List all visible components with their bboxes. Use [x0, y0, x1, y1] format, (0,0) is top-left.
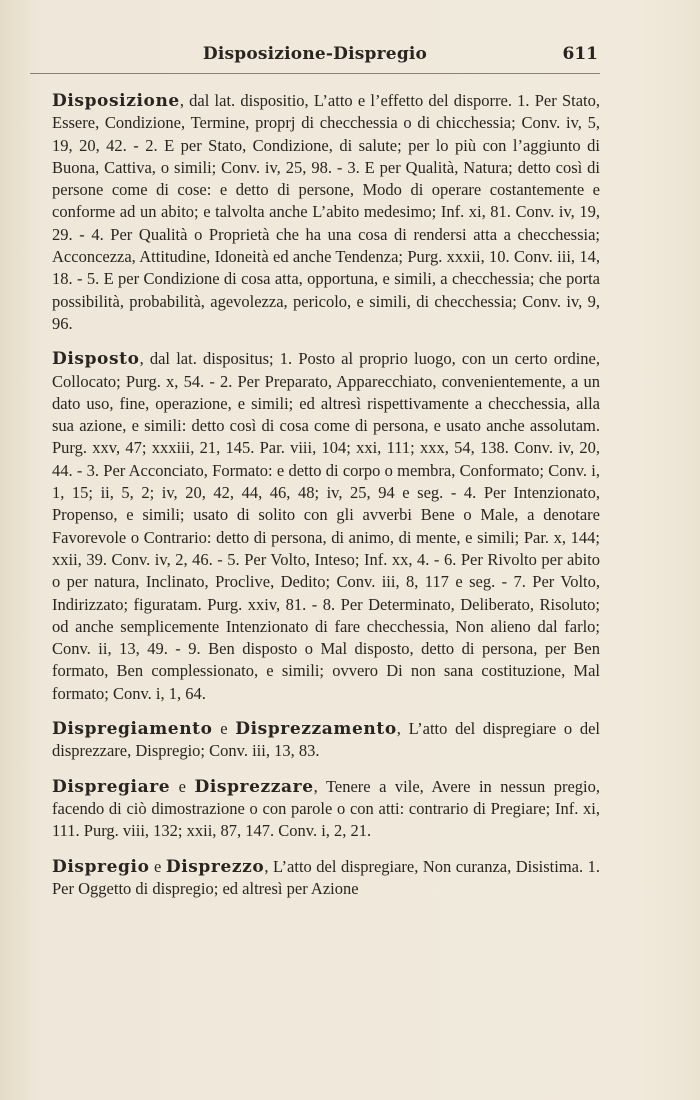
headword: Disposizione — [52, 91, 180, 111]
headword: Disprezzare — [194, 776, 314, 797]
headword-conjunction: e — [170, 776, 195, 796]
entry-text: , L’atto del dispregiare, Non curanza, Disistima. 1. Per Oggetto di dispregio; ed altresì per Azione — [52, 856, 600, 898]
entry-text: , Tenere a vile, Avere in nessun pregio, facendo di ciò dimostrazione o con parole o con atti: contrario di Pregiare; Inf. xi, 111. Purg. viii, 132; xxii, 87, 147. Conv. i, 2, 21. — [52, 776, 600, 841]
entry-dispregio — [52, 856, 600, 901]
headword-conjunction: e — [149, 856, 166, 876]
headword: Dispregio — [52, 856, 150, 877]
entry-dispregiare — [52, 776, 600, 843]
headword: Disprezzamento — [235, 719, 397, 740]
entry-disposizione — [52, 90, 600, 335]
page-number: 611 — [562, 44, 598, 64]
running-header — [30, 44, 600, 72]
headword: Disprezzo — [165, 856, 265, 877]
headword: Dispregiamento — [52, 719, 213, 740]
entry-text: , dal lat. dispositus; 1. Posto al proprio luogo, con un certo ordine, Collocato; Purg. x, 54. - 2. Per Preparato, Apparecchiato, convenientemente, a un dato uso, fine, operazione, e simili; ed altresì rispettivamente a checchessia, alla sua azione, e simili: detto così di cosa come di persona, e usato anche assolutam. Purg. xxv, 47; xxxiii, 21, 145. Par. viii, 104; xxi, 111; xxx, 54, 138. Conv. iv, 20, 44. - 3. Per Acconciato, Formato: e detto di corpo o membra, Conformato; Conv. i, 1, 15; ii, 5, 2; iv, 20, 42, 44, 46, 48; iv, 25, 94 e seg. - 4. Per Intenzionato, Propenso, e simili; usato di solito con gli avverbi Bene o Male, a denotare Favorevole o Contrario: detto di persona, di animo, di mente, e simili; Par. x, 144; xxii, 39. Conv. iv, 2, 46. - 5. Per Volto, Inteso; Inf. xx, 4. - 6. Per Rivolto per abito o per natura, Inclinato, Proclive, Dedito; Conv. iii, 8, 117 e seg. - 7. Per Volto, Indirizzato; figuratam. Purg. xxiv, 81. - 8. Per Determinato, Deliberato, Risoluto; od anche semplicemente Intenzionato di fare checchessia, Non alieno dal farlo; Conv. ii, 13, 49. - 9. Ben disposto o Mal disposto, detto di persona, per Ben formato, Ben complessionato, e simili; ovvero Di non sana costituzione, Mal formato; Conv. i, 1, 64. — [52, 349, 600, 703]
running-title: Disposizione-Dispregio — [202, 44, 428, 64]
header-rule — [30, 73, 600, 74]
headword-conjunction: e — [212, 719, 236, 739]
entry-text: , L’atto del dispregiare o del disprezzare, Dispregio; Conv. iii, 13, 83. — [52, 719, 600, 761]
entry-dispregiamento — [52, 718, 600, 763]
headword: Disposto — [52, 349, 140, 370]
headword: Dispregiare — [52, 776, 171, 797]
entry-disposto — [52, 348, 600, 705]
entry-text: , dal lat. dispositio, L’atto e l’effetto del disporre. 1. Per Stato, Essere, Condizione, Termine, proprj di checchessia o di chicchessia; Conv. iv, 5, 19, 20, 42. - 2. E per Stato, Condizione, di salute; per lo più con l’aggiunto di Buona, Cattiva, o simili; Conv. iv, 25, 98. - 3. E per Qualità, Natura; detto così di persone come di cose: e detto di persone, Modo di operare costantemente e conforme ad un abito; e talvolta anche L’abito medesimo; Inf. xi, 81. Conv. iv, 19, 29. - 4. Per Qualità o Proprietà che ha una cosa di rendersi atta a checchessia; Acconcezza, Attitudine, Idoneità ed anche Tendenza; Purg. xxxii, 10. Conv. iii, 14, 18. - 5. E per Condizione di cosa atta, opportuna, e simili, a checchessia; che porta possibilità, probabilità, agevolezza, pericolo, e simili, di checchessia; Conv. iv, 9, 96. — [52, 91, 600, 333]
entries-body — [52, 90, 600, 913]
